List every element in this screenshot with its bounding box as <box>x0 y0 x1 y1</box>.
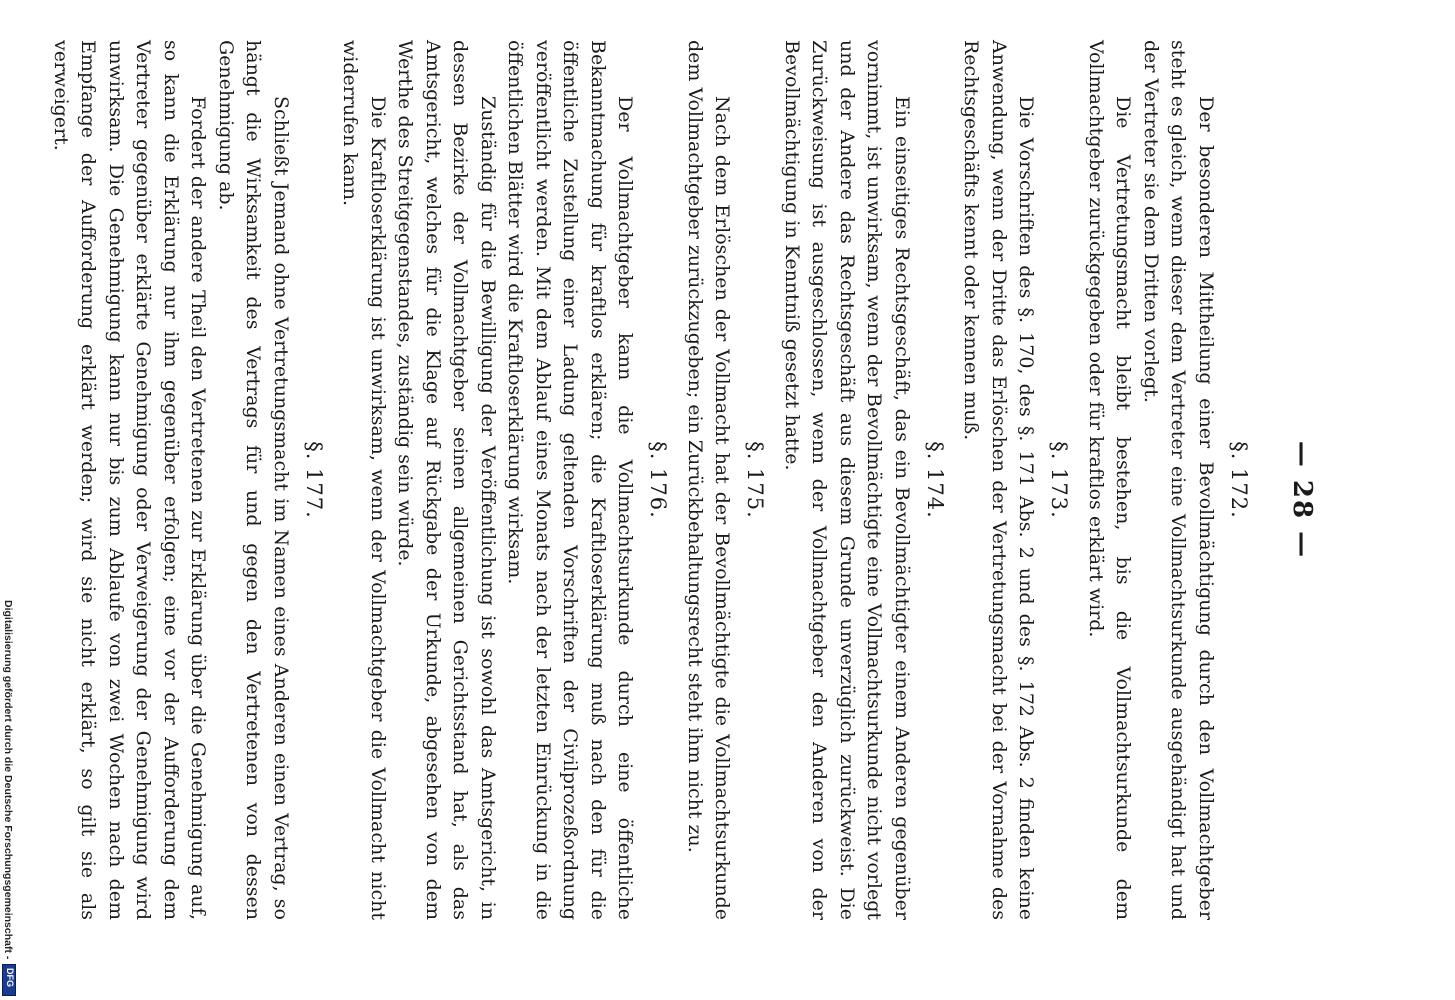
paragraph: Die Vertretungsmacht bleibt bestehen, bis die Vollmachtsurkunde dem Vollmachtgeber zurückgegeben oder für kraftlos erklärt wird. <box>1085 40 1135 920</box>
page-number: — 28 — <box>1287 440 1317 560</box>
section-heading: §. 175. <box>743 441 768 519</box>
paragraph: Schließt Jemand ohne Vertretungsmacht im Namen eines Anderen einen Vertrag, so hängt die Wirksamkeit des Vertrags für und gegen den Vertretenen von dessen Genehmigung ab. <box>215 40 292 920</box>
section-177 <box>47 40 327 920</box>
section-176 <box>336 40 671 920</box>
section-175 <box>681 40 768 920</box>
paragraph: Ein einseitiges Rechtsgeschäft, das ein Bevollmächtigter einem Anderen gegenüber vornimmt, ist unwirksam, wenn der Bevollmächtigte eine Vollmachtsurkunde nicht vorlegt und der Andere das Rechtsgeschäft aus diesem Grunde unverzüglich zurückweist. Die Zurückweisung ist ausgeschlossen, wenn der Vollmachtgeber den Anderen von der Bevollmächtigung in Kenntniß gesetzt hatte. <box>781 40 913 920</box>
paragraph: Die Kraftloserklärung ist unwirksam, wenn der Vollmachtgeber die Vollmacht nicht widerrufen kann. <box>339 40 389 920</box>
funding-notice-text: Digitalisierung gefördert durch die Deutsche Forschungsgemeinschaft - <box>2 600 14 960</box>
section-heading: §. 172. <box>1227 441 1251 519</box>
dfg-logo-icon <box>2 964 16 996</box>
section-heading: §. 177. <box>302 441 326 519</box>
section-172 <box>1082 40 1252 920</box>
paragraph: Die Vorschriften des §. 170, des §. 171 Abs. 2 und des §. 172 Abs. 2 finden keine Anwendung, wenn der Dritte das Erlöschen der Vertretungsmacht bei der Vornahme des Rechtsgeschäfts kennt oder kennen muß. <box>960 40 1038 920</box>
document-page <box>50 0 1345 1000</box>
section-173 <box>957 40 1072 920</box>
paragraph: Der Vollmachtgeber kann die Vollmachtsurkunde durch eine öffentliche Bekanntmachung für kraftlos erklären; die Kraftloserklärung muß nach den für die öffentliche Zustellung einer Ladung geltenden Vorschriften der Civilprozeßordnung veröffentlicht werden. Mit dem Ablauf eines Monats nach der letzten Einrückung in die öffentlichen Blätter wird die Kraftloserklärung wirksam. <box>504 40 637 920</box>
section-174 <box>778 40 948 920</box>
paragraph: Der besonderen Mittheilung einer Bevollmächtigung durch den Vollmachtgeber steht es gleich, wenn dieser dem Vertreter eine Vollmachtsurkunde ausgehändigt hat und der Vertreter sie dem Dritten vorlegt. <box>1140 40 1217 920</box>
section-heading: §. 173. <box>1047 441 1072 519</box>
section-heading: §. 176. <box>646 441 671 519</box>
paragraph: Zuständig für die Bewilligung der Veröffentlichung ist sowohl das Amtsgericht, in dessen Bezirke der Vollmachtgeber seinen allgemeinen Gerichtsstand hat, als das Amtsgericht, welches für die Klage auf Rückgabe der Urkunde, abgesehen von dem Werthe des Streitgegenstandes, zuständig sein würde. <box>394 40 499 920</box>
section-heading: §. 174. <box>923 441 947 519</box>
paragraph: Nach dem Erlöschen der Vollmacht hat der Bevollmächtigte die Vollmachtsurkunde dem Vollmachtgeber zurückzugeben; ein Zurückbehaltungsrecht steht ihm nicht zu. <box>684 40 734 920</box>
funding-notice <box>0 600 16 995</box>
paragraph: Fordert der andere Theil den Vertretenen zur Erklärung über die Genehmigung auf, so kann die Erklärung nur ihm gegenüber erfolgen; eine vor der Aufforderung dem Vertreter gegenüber erklärte Genehmigung oder Verweigerung der Genehmigung wird unwirksam. Die Genehmigung kann nur bis zum Ablaufe von zwei Wochen nach dem Empfange der Aufforderung erklärt werden; wird sie nicht erklärt, so gilt sie als verweigert. <box>50 40 210 920</box>
dfg-logo-text: DFG <box>5 968 15 987</box>
page-content <box>37 40 1258 920</box>
